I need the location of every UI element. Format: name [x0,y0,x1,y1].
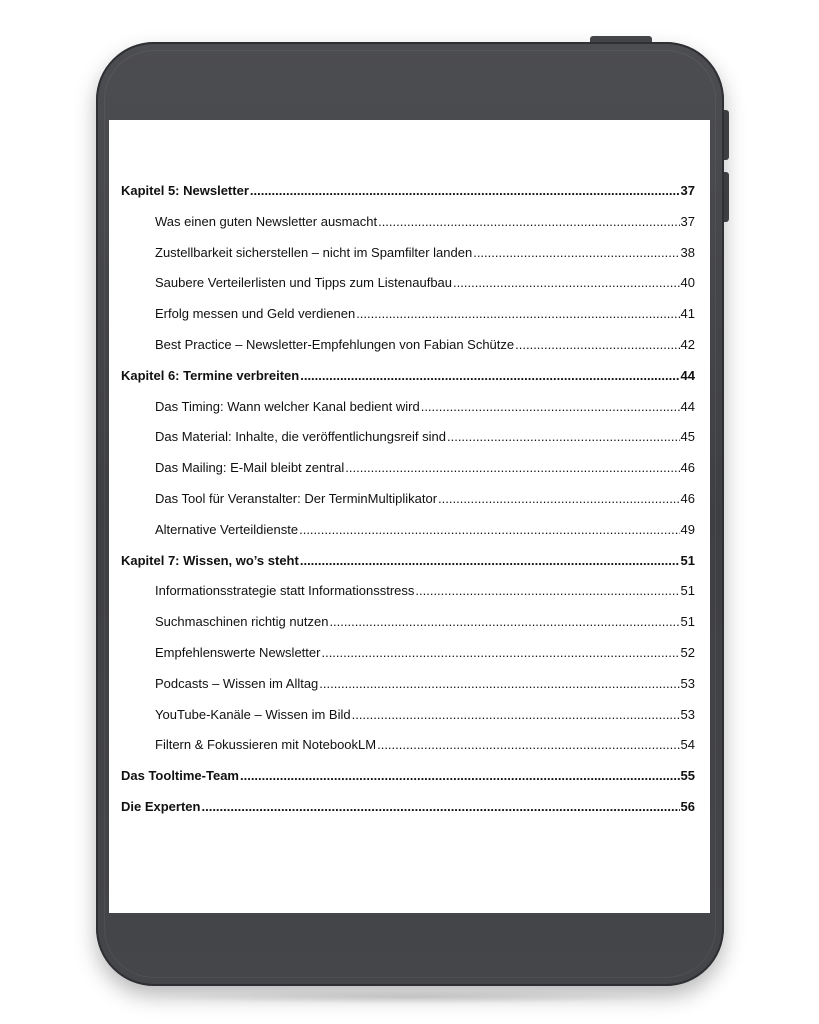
toc-entry-page-number: 55 [680,768,695,784]
toc-entry-page-number: 46 [680,490,695,506]
toc-entry-title: Zustellbarkeit sicherstellen – nicht im Spamfilter landen [155,244,473,260]
toc-entry-title: Das Tool für Veranstalter: Der TerminMultiplikator [155,490,438,506]
toc-entry-page-number: 45 [680,429,695,445]
toc-entry-title: Podcasts – Wissen im Alltag [155,675,319,691]
toc-dot-leader [377,737,679,752]
toc-section-entry[interactable] [121,460,695,491]
toc-section-entry[interactable] [121,491,695,522]
toc-entry-title: Suchmaschinen richtig nutzen [155,614,329,630]
toc-section-entry[interactable] [121,614,695,645]
toc-section-entry[interactable] [121,676,695,707]
toc-entry-title: Die Experten [121,798,201,814]
tablet-screen [109,120,710,913]
toc-dot-leader [356,306,679,321]
toc-section-entry[interactable] [121,645,695,676]
toc-chapter-entry[interactable] [121,553,695,584]
toc-section-entry[interactable] [121,306,695,337]
toc-entry-page-number: 46 [680,460,695,476]
toc-entry-title: Erfolg messen und Geld verdienen [155,306,356,322]
toc-section-entry[interactable] [121,429,695,460]
toc-dot-leader [299,522,679,537]
toc-entry-title: Das Timing: Wann welcher Kanal bedient wird [155,398,420,414]
tablet-shadow [150,990,670,1004]
toc-dot-leader [453,275,680,290]
toc-entry-page-number: 51 [680,552,695,568]
toc-entry-page-number: 53 [680,706,695,722]
toc-entry-page-number: 44 [680,398,695,414]
toc-section-entry[interactable] [121,275,695,306]
toc-section-entry[interactable] [121,245,695,276]
toc-entry-title: Das Mailing: E-Mail bleibt zentral [155,460,345,476]
toc-entry-title: Best Practice – Newsletter-Empfehlungen von Fabian Schütze [155,336,515,352]
toc-dot-leader [415,583,679,598]
toc-entry-page-number: 51 [680,614,695,630]
toc-dot-leader [352,707,680,722]
toc-entry-title: Alternative Verteildienste [155,521,299,537]
toc-entry-title: Das Tooltime-Team [121,768,239,784]
toc-chapter-entry[interactable] [121,768,695,799]
toc-section-entry[interactable] [121,707,695,738]
toc-entry-title: Empfehlenswerte Newsletter [155,644,321,660]
toc-dot-leader [447,429,680,444]
toc-dot-leader [329,614,679,629]
toc-chapter-entry[interactable] [121,799,695,830]
toc-entry-page-number: 44 [680,367,695,383]
toc-entry-title: YouTube-Kanäle – Wissen im Bild [155,706,351,722]
toc-dot-leader [473,245,679,260]
toc-chapter-entry[interactable] [121,368,695,399]
toc-section-entry[interactable] [121,214,695,245]
toc-entry-page-number: 49 [680,521,695,537]
toc-entry-title: Informationsstrategie statt Informationsstress [155,583,415,599]
toc-entry-page-number: 38 [680,244,695,260]
toc-entry-page-number: 41 [680,306,695,322]
toc-entry-title: Kapitel 7: Wissen, wo’s steht [121,552,299,568]
toc-section-entry[interactable] [121,737,695,768]
toc-dot-leader [515,337,679,352]
toc-entry-page-number: 37 [680,183,695,198]
toc-dot-leader [319,676,679,691]
toc-dot-leader [201,799,679,814]
toc-dot-leader [300,368,679,383]
toc-section-entry[interactable] [121,522,695,553]
toc-entry-title: Was einen guten Newsletter ausmacht [155,213,378,229]
toc-entry-page-number: 37 [680,213,695,229]
toc-dot-leader [321,645,679,660]
toc-entry-page-number: 54 [680,737,695,753]
table-of-contents [121,183,695,830]
toc-section-entry[interactable] [121,583,695,614]
toc-chapter-entry[interactable] [121,183,695,214]
toc-dot-leader [250,183,680,198]
toc-dot-leader [240,768,680,783]
toc-dot-leader [378,214,679,229]
toc-dot-leader [300,553,680,568]
toc-entry-title: Saubere Verteilerlisten und Tipps zum Listenaufbau [155,275,453,291]
toc-entry-title: Das Material: Inhalte, die veröffentlichungsreif sind [155,429,446,445]
toc-entry-page-number: 40 [680,275,695,291]
toc-entry-title: Kapitel 6: Termine verbreiten [121,367,300,383]
toc-section-entry[interactable] [121,337,695,368]
toc-section-entry[interactable] [121,399,695,430]
toc-entry-page-number: 53 [680,675,695,691]
toc-entry-title: Kapitel 5: Newsletter [121,183,249,198]
toc-entry-page-number: 42 [680,336,695,352]
toc-dot-leader [438,491,680,506]
toc-entry-page-number: 56 [680,798,695,814]
toc-entry-title: Filtern & Fokussieren mit NotebookLM [155,737,377,753]
toc-dot-leader [345,460,679,475]
toc-dot-leader [421,399,680,414]
toc-entry-page-number: 52 [680,644,695,660]
toc-entry-page-number: 51 [680,583,695,599]
